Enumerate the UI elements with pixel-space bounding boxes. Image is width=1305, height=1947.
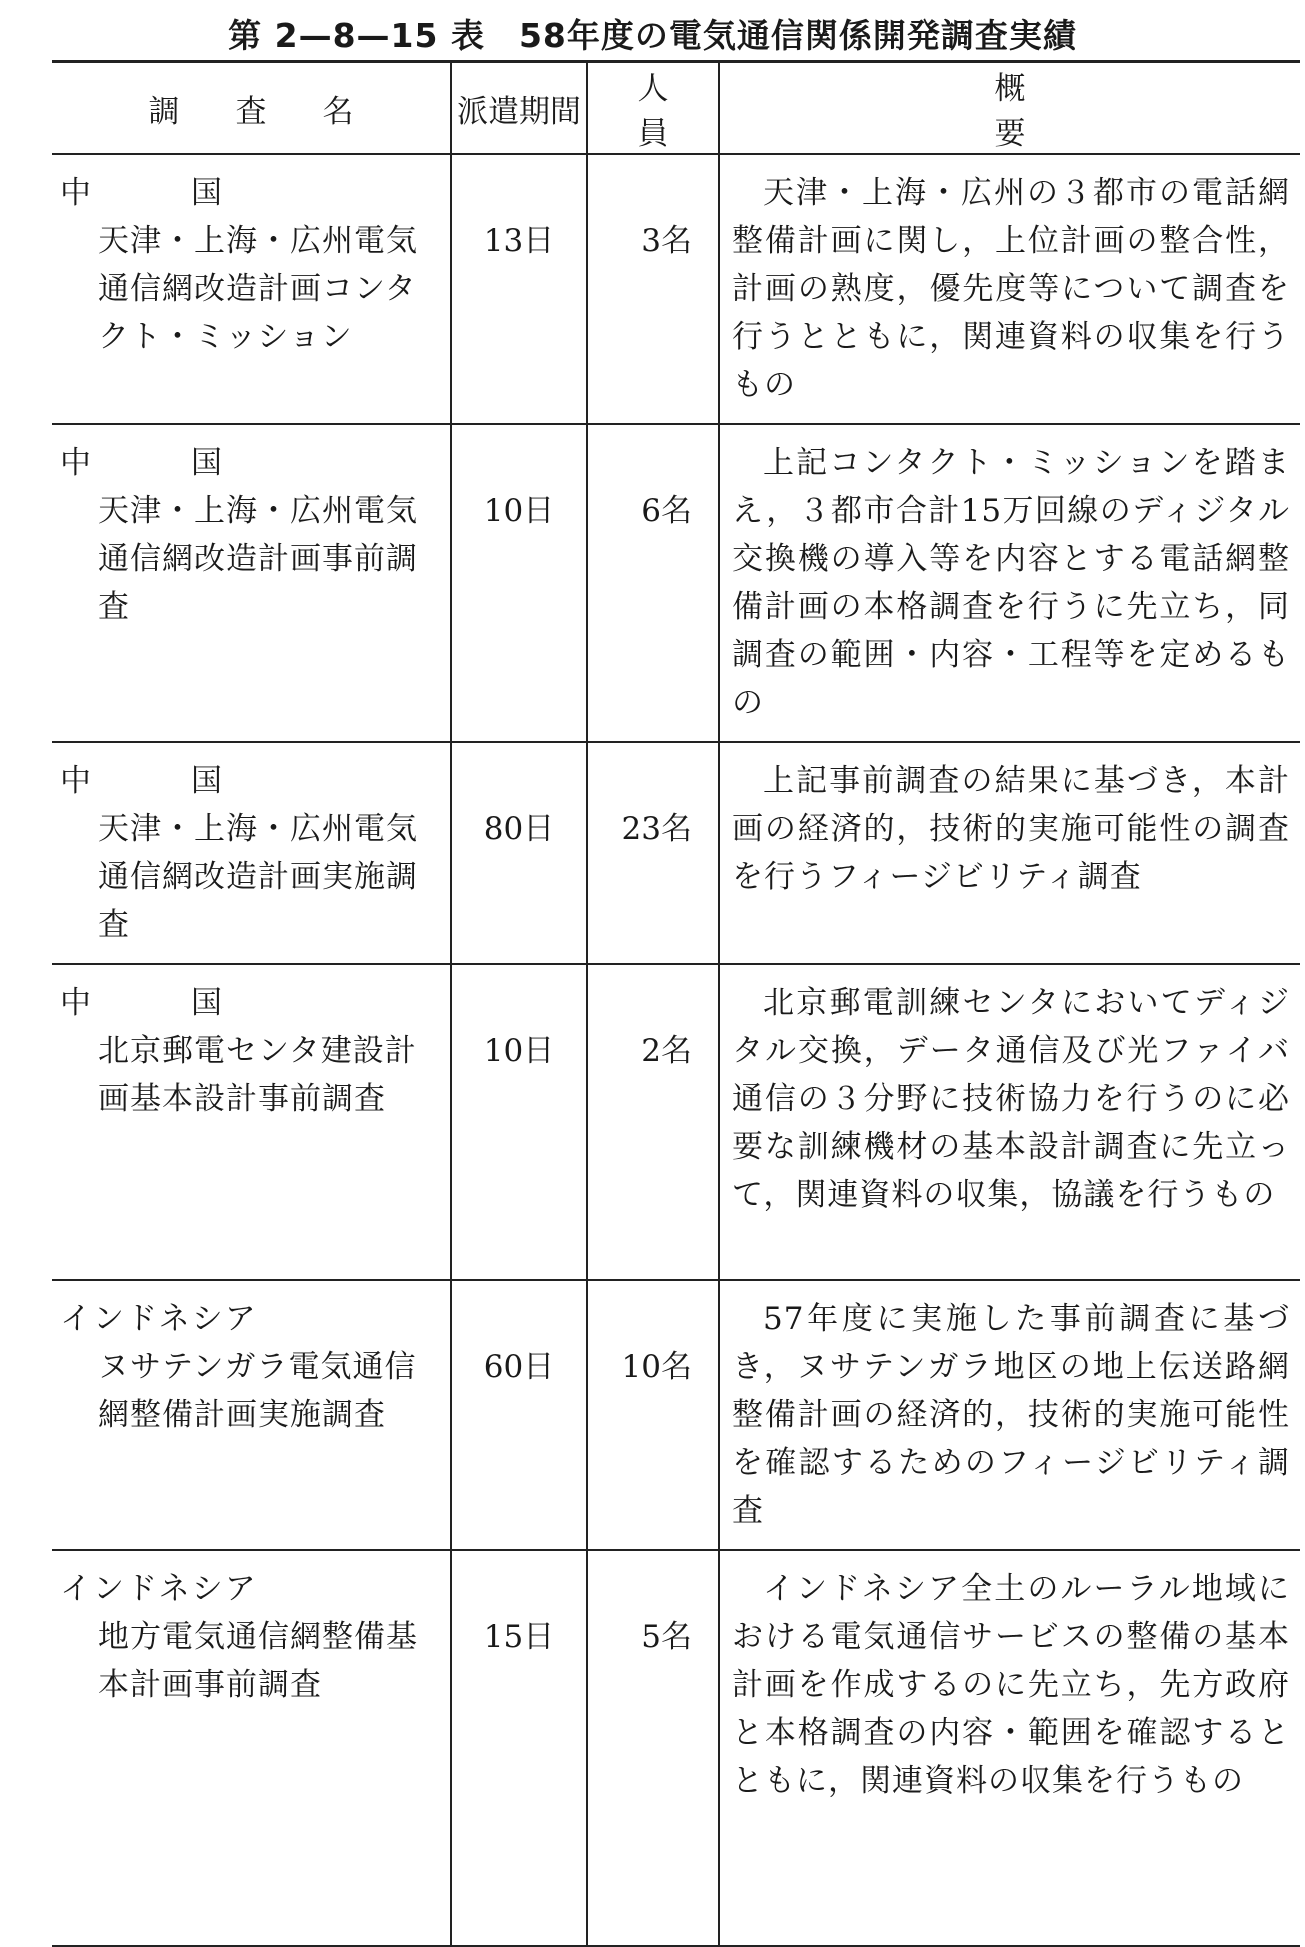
table-row <box>52 1280 1300 1550</box>
period-cell: 10日 <box>451 964 587 1280</box>
country-label: インドネシア <box>60 1571 258 1607</box>
header-row <box>52 62 1300 155</box>
summary-cell: 天津・上海・広州の３都市の電話網整備計画に関し，上位計画の整合性，計画の熟度，優先度等について調査を行うとともに，関連資料の収集を行うもの <box>719 154 1300 424</box>
survey-name: 天津・上海・広州電気通信網改造計画実施調査 <box>98 811 418 943</box>
header-dispatch-period: 派遣期間 <box>451 62 587 155</box>
survey-name-cell <box>52 1550 451 1946</box>
survey-name-cell <box>52 964 451 1280</box>
survey-name: 天津・上海・広州電気通信網改造計画コンタクト・ミッション <box>98 223 418 355</box>
survey-table <box>52 60 1300 1947</box>
summary-cell: 上記事前調査の結果に基づき，本計画の経済的，技術的実施可能性の調査を行うフィージビリティ調査 <box>719 742 1300 964</box>
table-row <box>52 424 1300 742</box>
summary-cell: インドネシア全土のルーラル地域における電気通信サービスの整備の基本計画を作成するのに先立ち，先方政府と本格調査の内容・範囲を確認するとともに，関連資料の収集を行うもの <box>719 1550 1300 1946</box>
header-staff: 人員 <box>587 62 719 155</box>
country-label: 中国 <box>60 985 322 1021</box>
table-row <box>52 154 1300 424</box>
staff-cell: 5名 <box>587 1550 719 1946</box>
period-cell: 10日 <box>451 424 587 742</box>
survey-name-cell <box>52 154 451 424</box>
survey-name: 北京郵電センタ建設計画基本設計事前調査 <box>98 1033 417 1117</box>
staff-cell: 23名 <box>587 742 719 964</box>
country-label: インドネシア <box>60 1301 258 1337</box>
country-label: 中国 <box>60 763 322 799</box>
period-cell: 60日 <box>451 1280 587 1550</box>
period-cell: 15日 <box>451 1550 587 1946</box>
header-summary: 概要 <box>719 62 1300 155</box>
table-row <box>52 1550 1300 1946</box>
survey-name-cell <box>52 1280 451 1550</box>
country-label: 中国 <box>60 175 322 211</box>
staff-cell: 6名 <box>587 424 719 742</box>
period-cell: 13日 <box>451 154 587 424</box>
survey-name: 天津・上海・広州電気通信網改造計画事前調査 <box>98 493 418 625</box>
summary-cell: 上記コンタクト・ミッションを踏まえ，３都市合計15万回線のディジタル交換機の導入等を内容とする電話網整備計画の本格調査を行うに先立ち，同調査の範囲・内容・工程等を定めるもの <box>719 424 1300 742</box>
staff-cell: 10名 <box>587 1280 719 1550</box>
survey-name-cell <box>52 742 451 964</box>
table-row <box>52 742 1300 964</box>
survey-name-cell <box>52 424 451 742</box>
header-survey-name: 調査名 <box>52 62 451 155</box>
table-row <box>52 964 1300 1280</box>
staff-cell: 3名 <box>587 154 719 424</box>
survey-name: 地方電気通信網整備基本計画事前調査 <box>98 1619 418 1703</box>
survey-name: ヌサテンガラ電気通信網整備計画実施調査 <box>98 1349 417 1433</box>
period-cell: 80日 <box>451 742 587 964</box>
staff-cell: 2名 <box>587 964 719 1280</box>
summary-cell: 57年度に実施した事前調査に基づき，ヌサテンガラ地区の地上伝送路網整備計画の経済的，技術的実施可能性を確認するためのフィージビリティ調査 <box>719 1280 1300 1550</box>
table-title: 第 2—8—15 表 58年度の電気通信関係開発調査実績 <box>228 16 1077 55</box>
summary-cell: 北京郵電訓練センタにおいてディジタル交換，データ通信及び光ファイバ通信の３分野に技術協力を行うのに必要な訓練機材の基本設計調査に先立って，関連資料の収集，協議を行うもの <box>719 964 1300 1280</box>
country-label: 中国 <box>60 445 322 481</box>
